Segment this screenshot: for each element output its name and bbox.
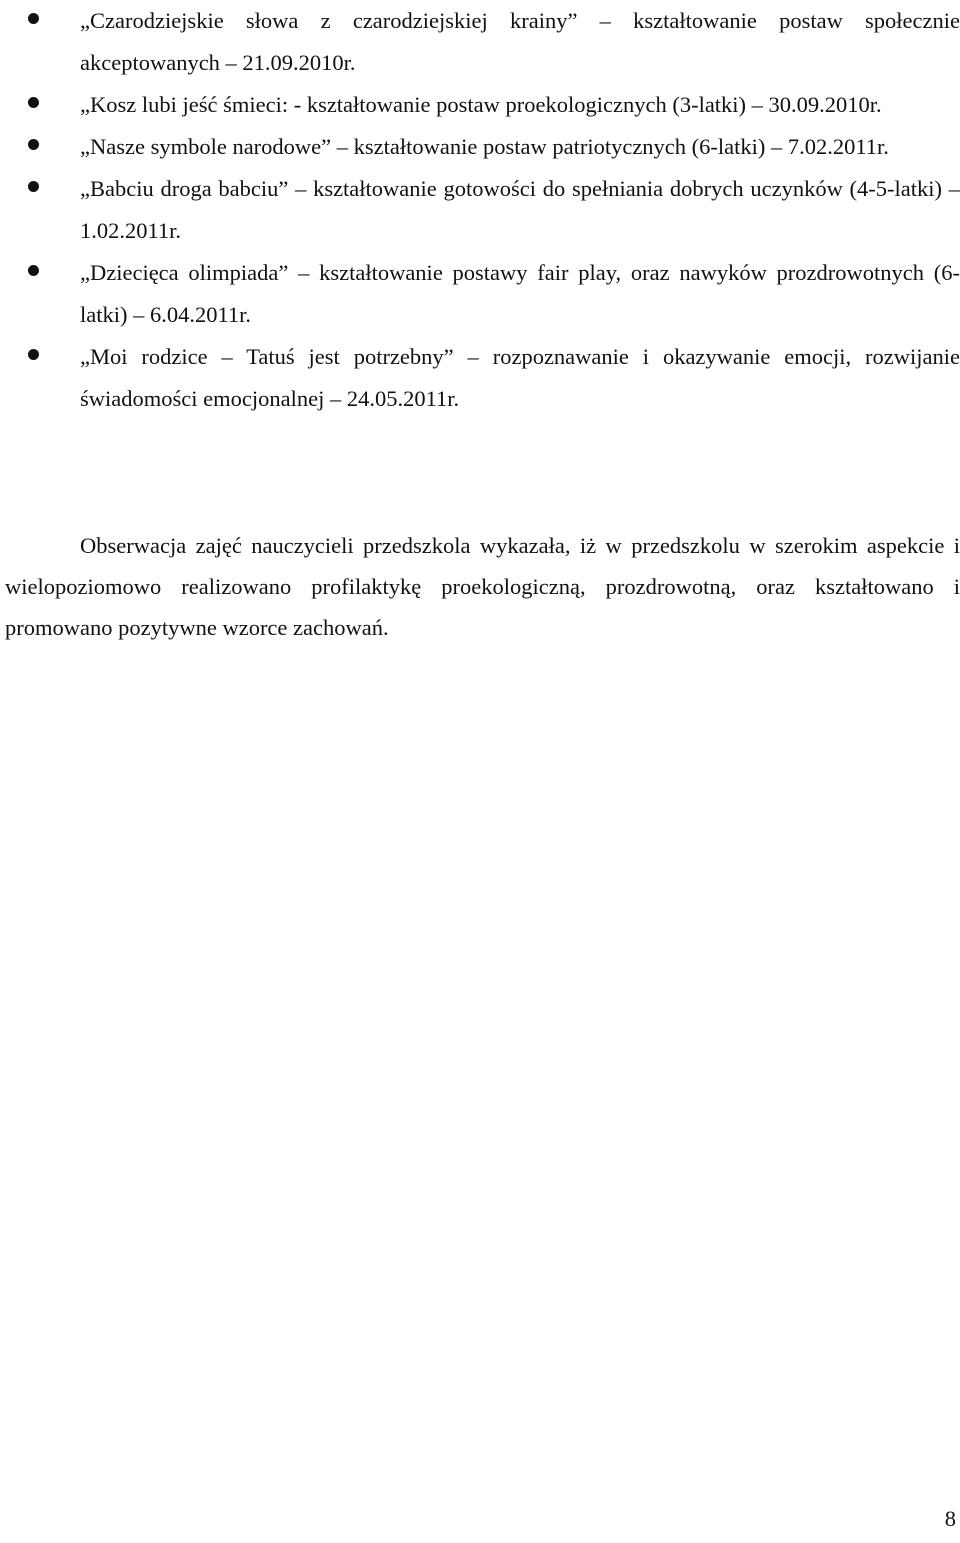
bullet-text: „Kosz lubi jeść śmieci: - kształtowanie postaw proekologicznych (3-latki) – 30.09.2010r. (80, 92, 882, 117)
bullet-dot-icon (28, 97, 39, 108)
observation-paragraph: Obserwacja zajęć nauczycieli przedszkola wykazała, iż w przedszkolu w szerokim aspekcie i wielopoziomowo realizowano profilaktykę proekologiczną, prozdrowotną, oraz kształtowano i promowano pozytywne wzorce zachowań. (5, 533, 960, 640)
bullet-text: „Nasze symbole narodowe” – kształtowanie postaw patriotycznych (6-latki) – 7.02.2011r. (80, 134, 889, 159)
bullet-dot-icon (28, 265, 39, 276)
bullet-dot-icon (28, 349, 39, 360)
bullet-text: „Czarodziejskie słowa z czarodziejskiej krainy” – kształtowanie postaw społecznie akceptowanych – 21.09.2010r. (80, 8, 960, 75)
bullet-text: „Dziecięca olimpiada” – kształtowanie postawy fair play, oraz nawyków prozdrowotnych (6-latki) – 6.04.2011r. (80, 260, 960, 327)
bullet-text: „Moi rodzice – Tatuś jest potrzebny” – rozpoznawanie i okazywanie emocji, rozwijanie świadomości emocjonalnej – 24.05.2011r. (80, 344, 960, 411)
bullet-dot-icon (28, 13, 39, 24)
events-bullet-list (0, 0, 960, 420)
page-number: 8 (944, 1506, 956, 1531)
bullet-item-4 (0, 168, 960, 252)
bullet-text: „Babciu droga babciu” – kształtowanie gotowości do spełniania dobrych uczynków (4-5-latki) – 1.02.2011r. (80, 176, 960, 243)
bullet-dot-icon (28, 139, 39, 150)
bullet-dot-icon (28, 181, 39, 192)
bullet-item-3 (0, 126, 960, 168)
bullet-item-5 (0, 252, 960, 336)
bullet-item-2 (0, 84, 960, 126)
bullet-item-1 (0, 0, 960, 84)
bullet-item-6 (0, 336, 960, 420)
